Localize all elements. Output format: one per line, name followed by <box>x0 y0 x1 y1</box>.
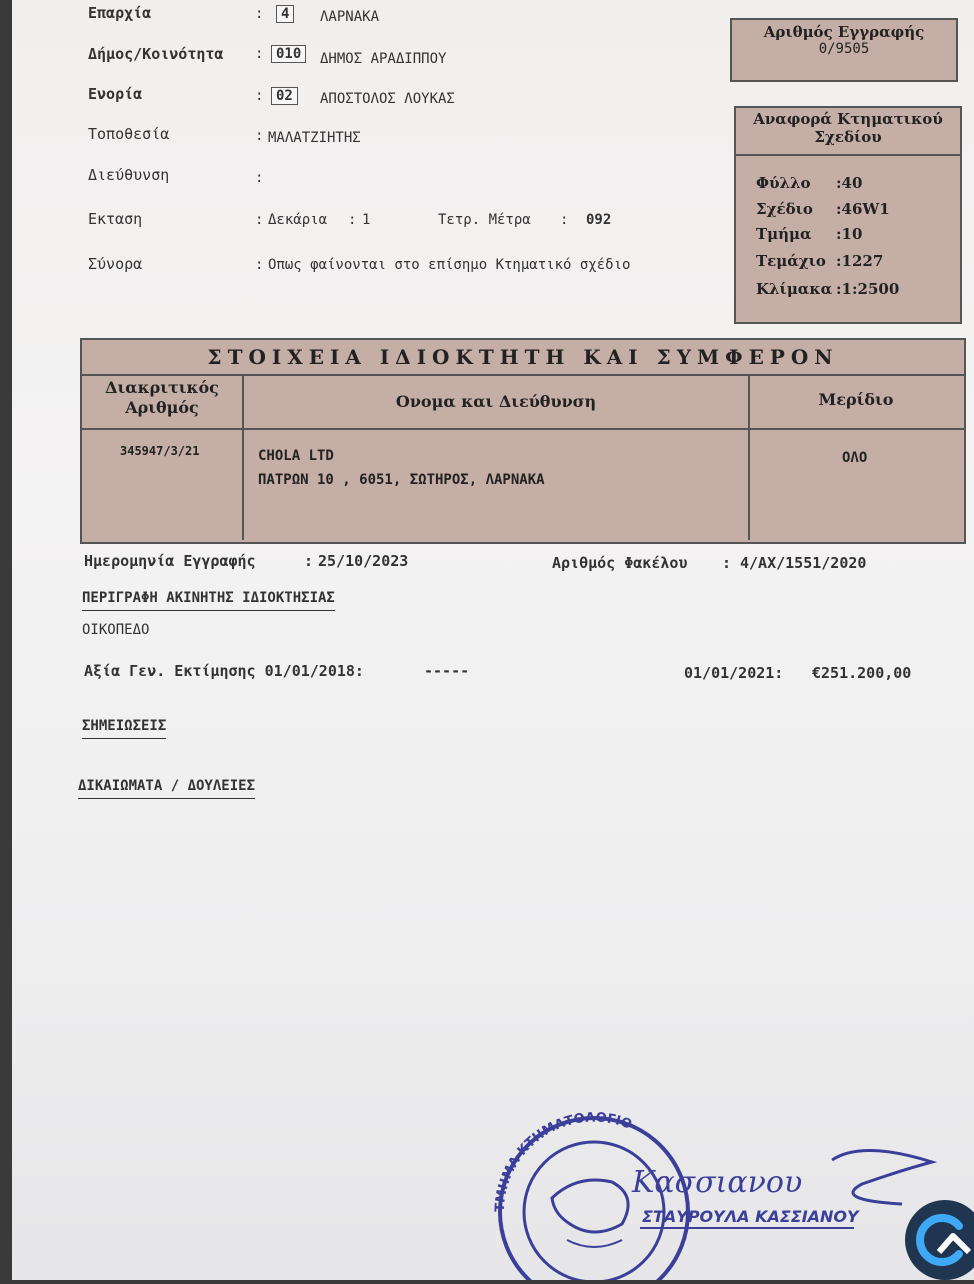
topothesia-label: Τοποθεσία <box>88 125 170 143</box>
owner-address: ΠΑΤΡΩΝ 10 , 6051, ΣΩΤΗΡΟΣ, ΛΑΡΝΑΚΑ <box>258 472 545 488</box>
registration-number-title: Αριθμός Εγγραφής <box>763 23 925 41</box>
svg-text:ΤΜΗΜΑ ΚΤΗΜΑΤΟΛΟΓΙΟΥ: ΤΜΗΜΑ ΚΤΗΜΑΤΟΛΟΓΙΟ <box>492 1110 634 1213</box>
description-heading: ΠΕΡΙΓΡΑΦΗ ΑΚΙΝΗΤΗΣ ΙΔΙΟΚΤΗΣΙΑΣ <box>82 590 335 611</box>
official-stamp <box>482 1100 962 1284</box>
dimos-colon: : <box>255 46 264 62</box>
registration-date-value: 25/10/2023 <box>318 552 409 570</box>
eparchia-code: 4 <box>276 5 294 23</box>
plan-row-tmima: Τμήμα :10 <box>756 225 863 243</box>
owners-col-name-header: Ονομα και Διεύθυνση <box>395 392 597 411</box>
plan-row-label: Κλίμακα <box>756 280 833 298</box>
topothesia-colon: : <box>255 128 264 144</box>
dieuthynsi-label: Διεύθυνση <box>88 166 170 184</box>
plan-row-schedio: Σχέδιο :46W1 <box>756 200 890 218</box>
valuation-2018-value: ----- <box>424 662 470 680</box>
valuation-2021-label: 01/01/2021: <box>684 664 784 682</box>
notes-heading: ΣΗΜΕΙΩΣΕΙΣ <box>82 718 166 739</box>
plan-reference-title-1: Αναφορά Κτηματικού <box>753 110 943 128</box>
dekaria-value: 1 <box>362 212 371 228</box>
file-number-colon: : <box>722 554 732 572</box>
plan-row-value: 46W1 <box>841 200 890 218</box>
owners-col-share-header: Μερίδιο <box>818 390 894 409</box>
enoria-value: ΑΠΟΣΤΟΛΟΣ ΛΟΥΚΑΣ <box>320 91 455 107</box>
registration-number-box <box>730 18 958 82</box>
plan-row-label: Σχέδιο <box>756 200 813 218</box>
ektasi-label: Εκταση <box>88 210 143 228</box>
registration-number-value: 0/9505 <box>818 41 870 57</box>
dieuthynsi-colon: : <box>255 170 264 186</box>
rights-heading: ΔΙΚΑΙΩΜΑΤΑ / ΔΟΥΛΕΙΕΣ <box>78 778 255 799</box>
owners-table-title: ΣΤΟΙΧΕΙΑ ΙΔΙΟΚΤΗΤΗ ΚΑΙ ΣΥΜΦΕΡΟΝ <box>82 340 964 376</box>
enoria-code: 02 <box>271 87 298 105</box>
registration-date-colon: : <box>304 552 314 570</box>
signature-script: Κασσιανου <box>632 1165 803 1200</box>
document-page <box>12 0 974 1280</box>
dekaria-label: Δεκάρια <box>268 212 328 228</box>
file-number-label: Αριθμός Φακέλου <box>552 554 688 572</box>
valuation-2021-value: €251.200,00 <box>812 664 912 682</box>
signature-name: ΣΤΑΥΡΟΥΛΑ ΚΑΣΣΙΑΝΟΥ <box>642 1207 859 1226</box>
plan-row-value: 10 <box>841 225 863 243</box>
plan-reference-box <box>734 106 962 324</box>
dimos-label: Δήμος/Κοινότητα <box>88 45 224 63</box>
description-value: ΟΙΚΟΠΕΔΟ <box>82 622 150 638</box>
stamp-graphic <box>482 1100 962 1280</box>
eparchia-value: ΛΑΡΝΑΚΑ <box>320 9 380 25</box>
owner-share: ΟΛΟ <box>842 450 868 466</box>
dekaria-colon: : <box>348 212 357 228</box>
tetr-label: Τετρ. Μέτρα <box>438 212 531 228</box>
eparchia-label: Επαρχία <box>88 4 152 22</box>
tetr-value: 092 <box>586 212 612 228</box>
eparchia-colon: : <box>255 6 264 22</box>
synora-value: Οπως φαίνονται στο επίσημο Κτηματικό σχέδιο <box>268 257 631 273</box>
dimos-code: 010 <box>271 45 306 63</box>
enoria-label: Ενορία <box>88 85 143 103</box>
plan-row-fyllo: Φύλλο :40 <box>756 174 863 192</box>
plan-row-value: 40 <box>841 174 863 192</box>
owners-table <box>80 338 966 544</box>
plan-reference-title-2: Σχεδίου <box>814 128 882 146</box>
plan-row-klimaka: Κλίμακα :1:2500 <box>756 280 900 298</box>
ektasi-colon: : <box>255 212 264 228</box>
owners-header-divider <box>82 428 964 430</box>
plan-row-label: Τεμάχιο <box>756 252 826 270</box>
owner-id: 345947/3/21 <box>120 444 200 458</box>
enoria-colon: : <box>255 88 264 104</box>
plan-row-temachio: Τεμάχιο :1227 <box>756 252 884 270</box>
plan-row-label: Τμήμα <box>756 225 812 243</box>
synora-label: Σύνορα <box>88 255 143 273</box>
file-number-value: 4/ΑΧ/1551/2020 <box>740 554 867 572</box>
topothesia-value: ΜΑΛΑΤΖΙΗΤΗΣ <box>268 130 361 146</box>
valuation-2018-label: Αξία Γεν. Εκτίμησης 01/01/2018: <box>84 662 364 680</box>
owners-col-id-header: Διακριτικός Αριθμός <box>105 378 219 417</box>
registration-date-label: Ημερομηνία Εγγραφής <box>84 552 256 570</box>
app-logo-icon[interactable] <box>905 1200 974 1280</box>
dimos-value: ΔΗΜΟΣ ΑΡΑΔΙΠΠΟΥ <box>320 51 447 67</box>
owner-name: CHOLA LTD <box>258 448 334 464</box>
plan-row-label: Φύλλο <box>756 174 811 192</box>
tetr-colon: : <box>560 212 569 228</box>
synora-colon: : <box>255 257 264 273</box>
plan-row-value: 1:2500 <box>841 280 900 298</box>
plan-row-value: 1227 <box>841 252 884 270</box>
